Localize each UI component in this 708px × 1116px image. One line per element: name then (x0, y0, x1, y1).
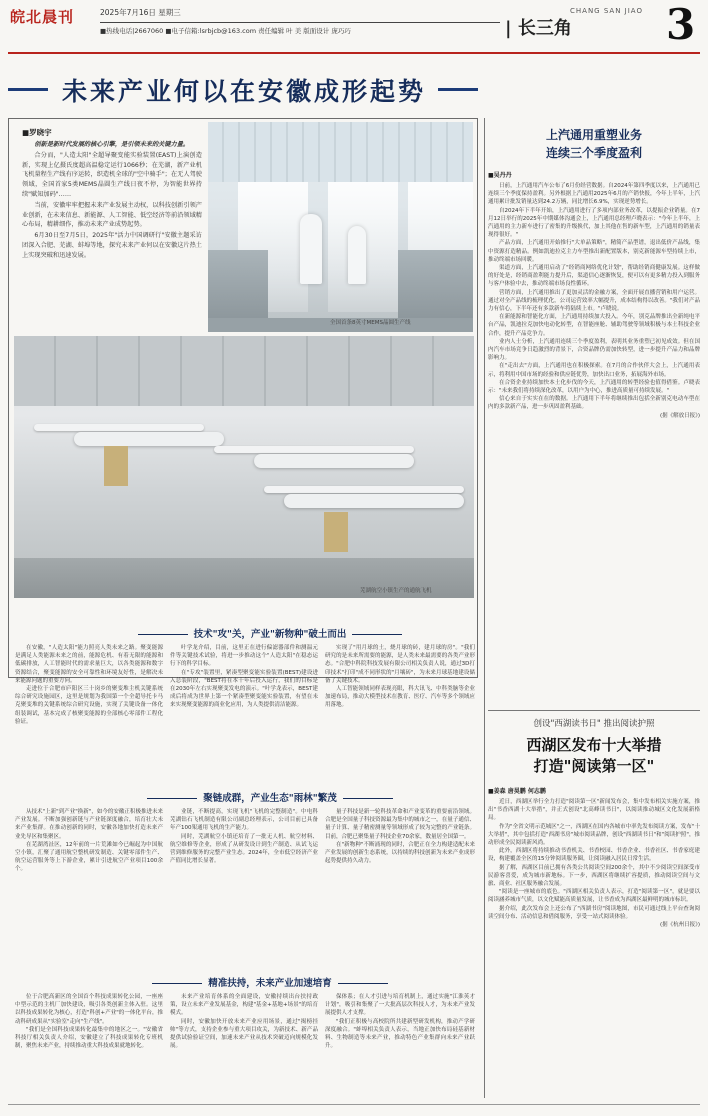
body-column: 未来产业培育体系的全面建设，安徽持续出台扶持政策，设立未来产业发展基金，构建"基金+基地+场景"的培育模式。 同时，安徽加快开放未来产业应用场景，通过"揭榜挂帅"等方式，支持企业参与重大项目攻关，为新技术、新产品提供试验验证空间，加速未来产业从技术突破迈向规模化发展。 (170, 994, 318, 1050)
body-column: 叶学龙介绍，目前，这里正在进行偏滤器部件和测温元件等关键技术试验，将进一步推动这个"人造太阳"在稳态运行下的科学目标。 在"专攻"装置里，紧凑型聚变能实验装置(BEST)建设进入总装阶段，"BEST将在本十年后投入运行，我们的目标是在2030年左右实现聚变发电的演示。"叶学龙表示，BEST建成后将成为世界上第一个紧凑型聚变能实验装置，有望在未来实现聚变能源的商业化应用，为人类提供清洁能源。 (170, 645, 318, 709)
photo2-caption: 芜湖航空小镇生产的通航飞机 (360, 588, 432, 594)
headline-deco-right (438, 88, 478, 91)
body-column: 量子科技是新一轮科技革命和产业变革的重要前沿领域。合肥是全国量子科技资源最为集中的城市之一，在量子通信、量子计算、量子精密测量等领域形成了较为完整的产业链条。目前，合肥已聚集量子科技企业70余家，数量居全国第一。 在"新物种"不断涌现的同时，合肥正在全力构建适配未来产业发展的创新生态系统，以持续的科技创新为未来产业成形起势提供持久动力。 (325, 809, 475, 865)
right-story-byline: ■吴丹丹 (488, 172, 512, 179)
main-intro (22, 140, 202, 262)
body-column: 实现了"用月球的土，烧月球的砖，建月球的房"。"我们研究的是未来所需要的能源，是人类未来最需要的各类产业形态。"合肥中科院科技发展有限公司相关负责人说，通过3D打印技术"打印"成不同形状的"月壤砖"，为未来月球基地建设储备了关键技术。 人工智能领域同样表现亮眼，科大讯飞、中科类脑等企业加速布局，推动大模型技术在教育、医疗、汽车等多个领域应用落地。 (325, 645, 475, 709)
subheading-support: 精准扶持，未来产业加速培育 (120, 975, 420, 989)
main-byline: ■罗晓宇 (22, 128, 52, 137)
photo1-caption: 全国首条8英寸MEMS晶圆生产线 (330, 320, 411, 326)
body-column: 在安徽，"人造太阳"能力照亮人类未来之路。聚变能源是满足人类能源未来之的前，能源危机、有着无限的能源和低碳排放，人工智能时代的需求量巨大，以各类能源和数字资源结合，聚变能源的安全可靠性和环境友好性，是解决未来能源问题的重要方向。 走进位于合肥市庐阳区三十岗乡的聚变堆主机关键系统综合研究设施园区，这里是规划为我国第一个全超导托卡马克聚变堆的关键系统综合研究设施，实现了关键设备一体化组装调试，基本完成了核聚变能源的全部核心零部件工程化验证。 (15, 645, 163, 725)
issue-date: 2025年7月16日 星期三 (100, 8, 181, 17)
body-column: 业链，不断提高，实现飞机"飞机的完整制造"。中电科芜湖钻石飞机制造有限公司副总经理表示，公司目前已具备年产100架通用飞机的生产能力。 同时，芜湖航空小镇还培育了一批无人机、航空材料、航空维修等企业，形成了从研发设计到生产制造、从试飞运营到维修服务的完整产业生态。2024年，全市低空经济产业产值同比增长显著。 (170, 809, 318, 865)
headline-deco-left (8, 88, 48, 91)
body-column: 位于合肥高新区的全国首个科技成果转化公园，一座座中型示范的主机厂加快建设，吸引各类创新主体入驻。这里以科技成果转化为核心，打造"科创+产业"的一体化平台，推动科研成果从"实验室"走向"生产线"。 "我们是全国科技成果转化最集中的地区之一。"安徽省科技厅相关负责人介绍，安徽建立了科技成果转化专班机制，聚焦未来产业，持续推动重大科技成果就地转化。 (15, 994, 163, 1050)
main-headline: 未来产业何以在安徽成形起势 (61, 77, 426, 106)
masthead (0, 0, 708, 58)
subheading-cluster: 聚链成群，产业生态"雨林"繁茂 (120, 790, 420, 804)
page-number: 3 (666, 0, 696, 49)
story2-kicker: 创设"西湖读书日" 推出阅读护照 (533, 719, 655, 729)
photo-mems-cleanroom (208, 122, 473, 332)
story2-byline: ■姜森 唐昊鹏 何志鹏 (488, 788, 546, 795)
newspaper-logo: 皖北晨刊 (10, 8, 75, 26)
story2-body: 近日，西湖区举行全力打造"阅读第一区"新闻发布会，集中发布相关实施方案，推出"书香西湖十大举措"，并正式创设"北高峰读书日"，以阅读推动城区文化发展新格局。 作为"全省文明示范城区"之一，西湖区在国内各城市中率先发布阅读方案，发布"十大举措"，其中包括打造"西湖书房"城市阅读品牌，创设"西湖读书日"和"阅读护照"，推动形成全民阅读新风尚。 此外，西湖区将持续推动书香机关、书香校园、书香企业、书香社区、书香家庭建设，构建覆盖全区的15分钟阅读服务圈，让阅读融入居民日常生活。 据了解，西湖区目前已拥有各类公共阅读空间200余个，其中不少阅读空间深受市民游客喜爱，成为城市新地标。下一步，西湖区将继续扩容提质，推动阅读空间与文旅、商业、社区服务融合发展。 "阅读是一座城市的底色。"西湖区相关负责人表示，打造"阅读第一区"，就是要以阅读涵养城市气质，以文化赋能高质量发展，让书香成为西湖区最鲜明的城市标识。 据介绍，此次发布会上还公布了"西湖书房"阅读地图，市民可通过线上平台查询阅读空间分布、活动信息和借阅服务，享受一站式阅读体验。 (据《杭州日报》) (488, 799, 700, 929)
body-column: 保体系；在人才引进与培育机制上，通过实施"江淮英才计划"，吸引和集聚了一大批高层次科技人才，为未来产业发展提供人才支撑。 "我们正积极与高校院所共建新型研发机构，推动产学研深度融合。"蚌埠相关负责人表示，当地正加快布局硅基新材料、生物制造等未来产业，推动特色产业集群向未来产业跃升。 (325, 994, 475, 1050)
editorial-info: ■热线电话|2667060 ■电子信箱:lsrbjcb@163.com 责任编辑 叶 美 版面设计 庞巧巧 (100, 27, 351, 35)
footer-rule (8, 1104, 700, 1105)
right-story-headline: 上汽通用重塑业务 连续三个季度盈利 (545, 128, 642, 160)
section-name: | 长三角 (505, 18, 572, 39)
story2-headline: 西湖区发布十大举措 打造"阅读第一区" (526, 736, 662, 775)
section-name-en: CHANG SAN JIAO (570, 7, 643, 15)
intro-paragraph: 当前，安徽牢牢把握未来产业发展主动权，以科技创新引领产业创新，在未来信息、新能源、人工智能、低空经济等前沿领域精心布局，精耕细作，推动未来产业成势起势。 (22, 201, 202, 229)
main-headline-block (8, 68, 478, 112)
intro-paragraph: 合分而，"人造太阳"全超导聚变能实验装置(EAST)上演创造新，实现上亿摄氏度超高温稳定运行1066秒；在芜湖，新产业机飞机量程生产线有序运转，织造机全球的"空中骑手"；在无人驾驶领域，全国首家5类MEMS晶圆生产线日夜不停，为智能世界持续"赋知加码"…… (22, 151, 202, 198)
photo-aircraft-hangar (14, 336, 474, 598)
section-name-text: 长三角 (517, 18, 572, 39)
intro-paragraph: 6月30日至7月5日，2025年"活力中国调研行"安徽主题采访团深入合肥、芜湖、蚌埠等地，探究未来产业何以在安徽这片热土上实现突破和迅速发展。 (22, 232, 202, 259)
right-story-body: 日前，上汽通用汽车公布了6月份经营数据。自2024年第四季度以来，上汽通用已连续三个季度保持盈利。另外根据上汽通用2025年6月的产销快报，今年上半年，上汽通用累计批发销量达到24.2万辆，同比增长6.9%，实现逆势增长。 自2024年下半年开始，上汽通用进行了多项内部业务改革，以提振企业销量。在7月12日举行的2025年中期媒体沟通会上，上汽通用总经理卢晓表示："今年上半年，上汽通用的主力新车进行了密集的升级换代，加上其他在售的新车型，上汽通用的销量表现得很好。" 产品方面，上汽通用开始推行"大单品策略"，精简产品型谱，退出低价产品线，集中资源打造精品。例如凯迪拉克主力车型推出新配置版本，别克新能源车型持续上市，推动终端市场回暖。 渠道方面，上汽通用启动了"经销商网络优化计划"，帮助经销商健康发展。这样做的好处是，经销商盈利能力提升后，渠道信心逐渐恢复，便可以有更多精力投入到服务与客户体验中去，推动终端市场良性循环。 营销方面，上汽通用推出了更加灵活的金融方案，全面开展直播营销和用户运营。通过对全产品线的梳理优化，公司运营效率大幅提升，成本结构得以改善。"我们对产品力有信心，下半年还有多款新车将陆续上市。"卢晓说。 在新能源和智能化方面，上汽通用持续加大投入。今年，别克品牌推出全新纯电平台产品，凯迪拉克加快电动化转型，在智能座舱、辅助驾驶等领域积极与本土科技企业合作，提升产品竞争力。 业内人士分析，上汽通用连续三个季度盈利，表明其业务重塑已初见成效。但在国内汽车市场竞争日趋激烈的背景下，合资品牌仍需加快转型，进一步提升产品力和品牌影响力。 在"走出去"方面，上汽通用也在积极探索。在7月的合作伙伴大会上，上汽通用表示，将利用中国市场的经验和供应链优势，加快出口业务，拓展海外市场。 在合资企业持续加快本土化步伐的今天，上汽通用的转型经验也值得借鉴。卢晓表示："未来我们将持续深化改革，以用户为中心，推进高质量可持续发展。" 信心来自于实实在在的数据。上汽通用下半年将继续推出包括全新别克电动车型在内的多款新产品，进一步巩固盈利基础。 (据《解放日报》) (488, 183, 700, 419)
column-separator (484, 118, 485, 1098)
body-column: 从技术"上新"到产业"换新"，如今的安徽正积极推进未来产业发展。不断加强创新链与产业链深度融合，培育壮大未来产业集群。在推动创新的同时，安徽各地加快打造未来产业先导区和集聚区。 在芜湖湾沚区，12年前的一片荒滩如今已崛起为中国航空小镇，汇聚了通用航空整机研发制造、关键零部件生产、航空运营服务等上下游企业，累计引进航空产业项目100余个。 (15, 809, 163, 873)
intro-lead: 创新是新时代发展的核心引擎，是引领未来的关键力量。 (34, 141, 190, 148)
story-divider (488, 710, 700, 711)
subheading-tech: 技术"攻"关，产业"新物种"破土而出 (120, 626, 420, 640)
masthead-rule (8, 52, 700, 54)
masthead-divider (100, 22, 500, 23)
